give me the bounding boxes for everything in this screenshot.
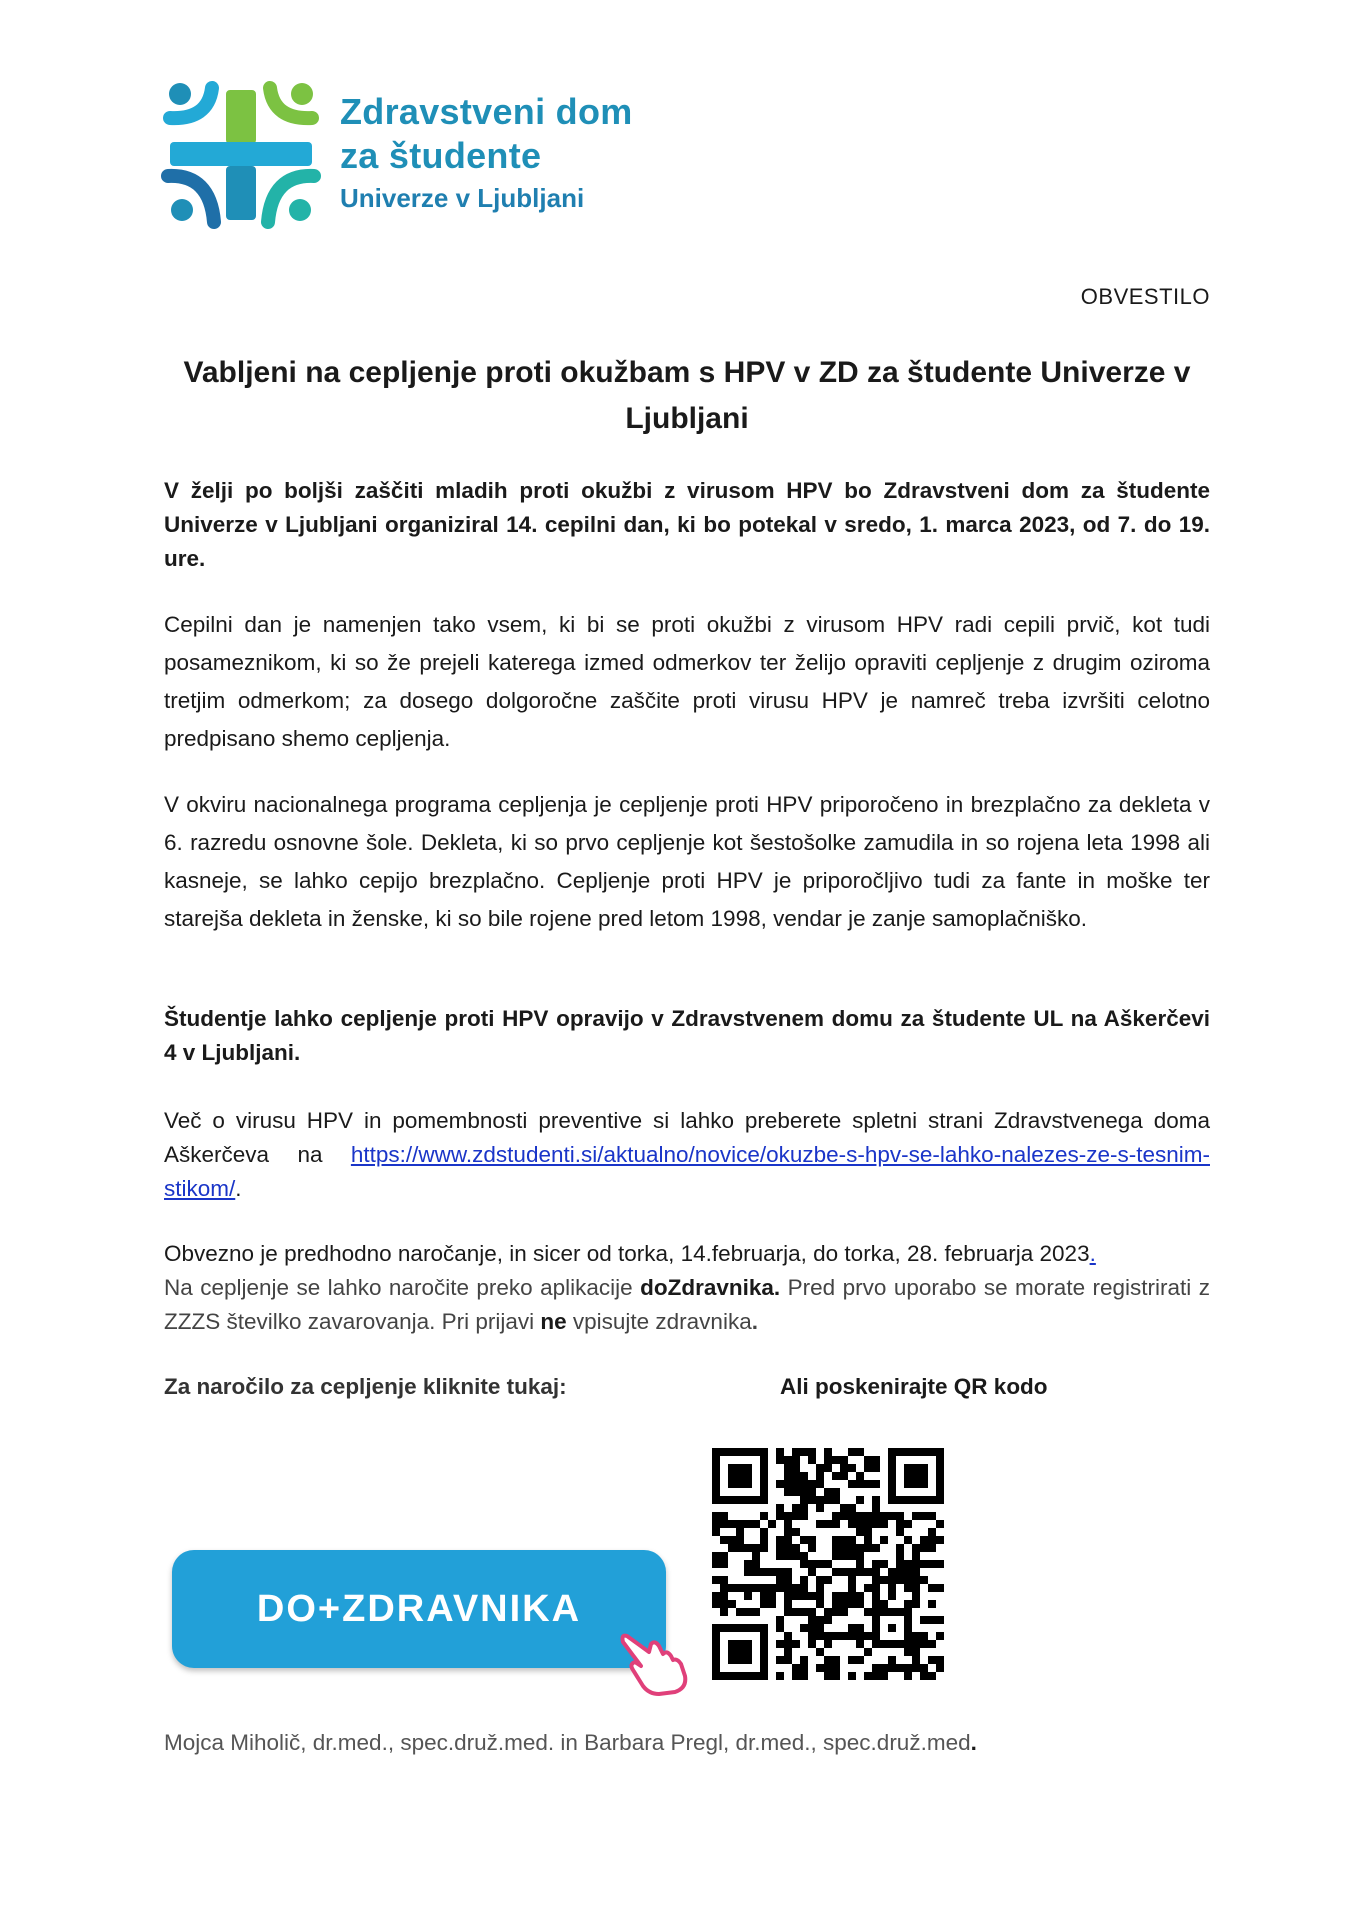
- booking-instructions: Na cepljenje se lahko naročite preko aplikacije doZdravnika. Pred prvo uporabo se morate registrirati z ZZZS številko zavarovanja. Pri prijavi ne vpisujte zdravnika.: [164, 1275, 1210, 1334]
- qr-code: [712, 1448, 944, 1680]
- ne-emphasis: ne: [540, 1309, 567, 1334]
- signature: Mojca Miholič, dr.med., spec.druž.med. in Barbara Pregl, dr.med., spec.druž.med.: [164, 1730, 977, 1755]
- intro-paragraph: V želji po boljši zaščiti mladih proti okužbi z virusom HPV bo Zdravstveni dom za študente Univerze v Ljubljani organiziral 14. cepilni dan, ki bo potekal v sredo, 1. marca 2023, od 7. do 19. ure.: [164, 478, 1210, 571]
- logo: [160, 80, 670, 230]
- paragraph-1: Cepilni dan je namenjen tako vsem, ki bi se proti okužbi z virusom HPV radi cepili prvič, kot tudi posameznikom, ki so že prejeli katerega izmed odmerkov ter želijo opraviti cepljenje z drugim oziroma tretjim odmerkom; za dosego dolgoročne zaščite proti virusu HPV je namreč treba izvršiti celotno predpisano shemo cepljenja.: [164, 612, 1210, 751]
- logo-cross-icon: [160, 80, 325, 230]
- paragraph-2: V okviru nacionalnega programa cepljenja je cepljenje proti HPV priporočeno in brezplačno za dekleta v 6. razredu osnovne šole. Dekleta, ki so prvo cepljenje kot šestošolke zamudila in so rojena leta 1998 ali kasneje, se lahko cepijo brezplačno. Cepljenje proti HPV je priporočljivo tudi za fante in moške ter starejša dekleta in ženske, ki so bile rojene pred letom 1998, vendar je zanje samoplačniško.: [164, 792, 1210, 931]
- logo-line-1: Zdravstveni dom: [340, 91, 633, 132]
- signature-names: Mojca Miholič, dr.med., spec.druž.med. in Barbara Pregl, dr.med., spec.druž.med: [164, 1730, 971, 1755]
- notice-label: OBVESTILO: [1080, 284, 1210, 309]
- paragraph-3: Študentje lahko cepljenje proti HPV opravijo v Zdravstvenem domu za študente UL na Aškerčevi 4 v Ljubljani.: [164, 1006, 1210, 1065]
- dozdravnika-button-label: DO+ZDRAVNIKA: [256, 1587, 582, 1630]
- logo-text: [340, 90, 633, 218]
- qr-label: Ali poskenirajte QR kodo: [780, 1374, 1048, 1399]
- booking-period-end: .: [1089, 1241, 1096, 1266]
- dozdravnika-button[interactable]: [172, 1550, 666, 1668]
- paragraph-5: [164, 1237, 1210, 1339]
- pointing-hand-icon: [615, 1618, 695, 1698]
- paragraph-4-end: .: [235, 1176, 242, 1201]
- order-label: Za naročilo za cepljenje kliknite tukaj:: [164, 1374, 567, 1399]
- paragraph-4: [164, 1104, 1210, 1206]
- logo-line-3: Univerze v Ljubljani: [340, 183, 585, 213]
- app-name: doZdravnika.: [640, 1275, 781, 1300]
- logo-line-2: za študente: [340, 135, 542, 176]
- info-link[interactable]: https://www.zdstudenti.si/aktualno/novice/okuzbe-s-hpv-se-lahko-nalezes-ze-s-tesnim-stikom/: [164, 1142, 1210, 1201]
- page-title: Vabljeni na cepljenje proti okužbam s HPV v ZD za študente Univerze v Ljubljani: [183, 356, 1191, 435]
- booking-period: Obvezno je predhodno naročanje, in sicer od torka, 14.februarja, do torka, 28. februarja 2023: [164, 1241, 1090, 1266]
- paragraph-4-text: Več o virusu HPV in pomembnosti preventive si lahko preberete spletni strani Zdravstvenega doma Aškerčeva na: [164, 1108, 1210, 1167]
